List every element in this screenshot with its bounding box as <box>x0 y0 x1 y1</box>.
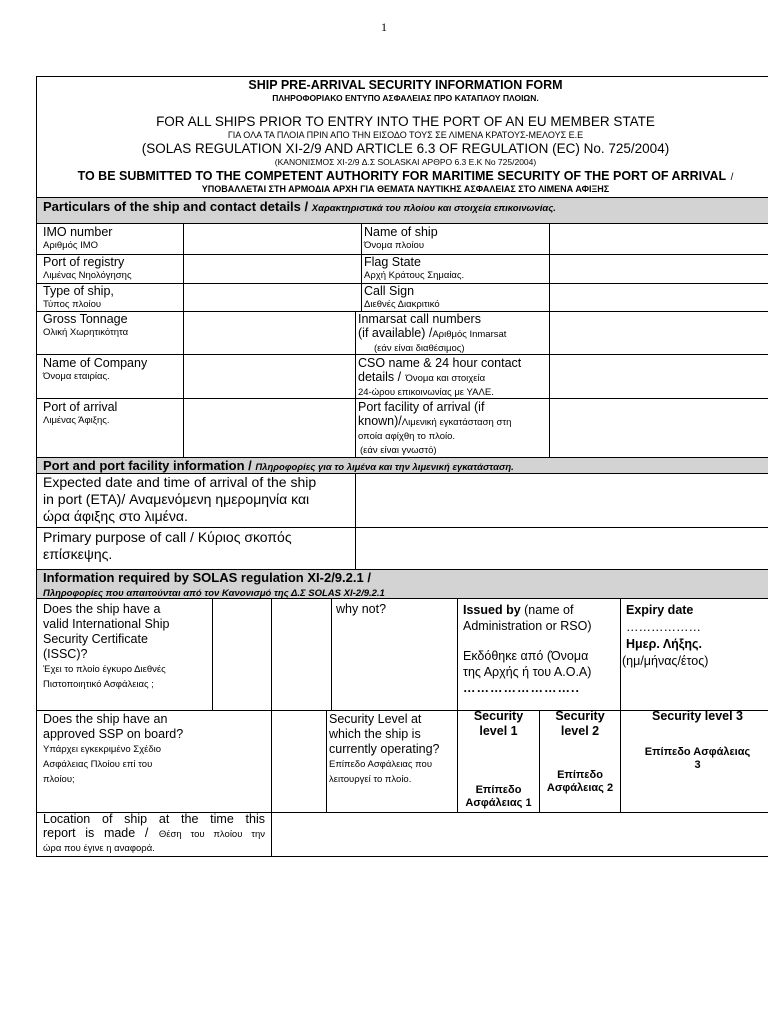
scope-statement-greek: ΓΙΑ ΟΛΑ ΤΑ ΠΛΟΙΑ ΠΡΙΝ ΑΠΟ ΤΗΝ ΕΙΣΟΔΟ ΤΟΥΣ ΣΕ ΛΙΜΕΝΑ ΚΡΑΤΟΥΣ-ΜΕΛΟΥΣ Ε.Ε <box>227 130 584 140</box>
call-sign-field[interactable] <box>550 284 768 311</box>
port-of-arrival-field[interactable] <box>184 399 355 458</box>
submission-instruction <box>37 167 768 185</box>
security-level-2-option[interactable]: Security level 2 Επίπεδο Ασφάλειας 2 <box>546 709 614 794</box>
ssp-question: Does the ship have an approved SSP on board? Υπάρχει εγκεκριμένο Σχέδιο Ασφάλειας Πλοίου επί του πλοίου; <box>43 712 184 785</box>
company-name-label: Name of Company Όνομα εταιρίας. <box>43 356 148 382</box>
expiry-date-label: Expiry date ……………… Ημερ. Λήξης. (ημ/μήνας/έτος) <box>622 603 709 668</box>
purpose-of-call-field[interactable] <box>356 528 768 569</box>
section-particulars-gr: Χαρακτηριστικά του πλοίου και στοιχεία επικοινωνίας. <box>311 203 556 214</box>
port-facility-field[interactable] <box>550 399 768 458</box>
section-solas-en: Information required by SOLAS regulation XI-2/9.2.1 / <box>43 570 371 585</box>
ship-location-label: Location of ship at the time this report is made / Θέση του πλοίου την ώρα που έγινε η αναφορά. <box>43 812 265 854</box>
why-not-label: why not? <box>336 602 387 616</box>
imo-number-field[interactable] <box>184 225 361 254</box>
ship-type-label: Type of ship, Τύπος πλοίου <box>43 284 114 310</box>
eta-field[interactable] <box>356 474 768 527</box>
ship-type-field[interactable] <box>184 284 361 311</box>
inmarsat-field[interactable] <box>550 312 768 354</box>
ssp-no-box[interactable] <box>272 711 326 812</box>
issc-question: Does the ship have a valid International Ship Security Certificate (ISSC)? Έχει το πλοίο έγκυρο Διεθνές Πιστοποιητικό Ασφάλειας ; <box>43 602 170 690</box>
call-sign-label: Call Sign Διεθνές Διακριτικό <box>364 284 440 310</box>
form-title-greek: ΠΛΗΡΟΦΟΡΙΑΚΟ ΕΝΤΥΠΟ ΑΣΦΑΛΕΙΑΣ ΠΡΟ ΚΑΤΑΠΛΟΥ ΠΛΟΙΩΝ. <box>272 93 539 103</box>
section-port-heading <box>37 457 768 474</box>
regulation-reference-greek: (ΚΑΝΟΝΙΣΜΟΣ XI-2/9 Δ.Σ SOLASKAI ΑΡΘΡΟ 6.3 Ε.Κ No 725/2004) <box>274 157 537 167</box>
section-port-gr: Πληροφορίες για το λιμένα και την λιμενική εγκατάσταση. <box>255 462 514 473</box>
inmarsat-label: Inmarsat call numbers (if available) /Αριθμός Inmarsat (εάν είναι διαθέσιμος) <box>358 312 507 354</box>
port-of-arrival-label: Port of arrival Λιμένας Άφιξης. <box>43 400 118 426</box>
section-port-en: Port and port facility information / <box>43 458 252 473</box>
page-number: 1 <box>381 20 387 34</box>
ship-name-field[interactable] <box>550 225 768 254</box>
form-title: SHIP PRE-ARRIVAL SECURITY INFORMATION FORM <box>248 78 563 92</box>
ssp-yes-box[interactable] <box>213 711 271 812</box>
submission-instruction-text: TO BE SUBMITTED TO THE COMPETENT AUTHORITY FOR MARITIME SECURITY OF THE PORT OF ARRIVAL <box>77 169 727 183</box>
eta-label: Expected date and time of arrival of the ship in port (ETA)/ Αναμενόμενη ημερομηνία και ώρα άφιξης στο λιμένα. <box>43 474 317 524</box>
cso-contact-field[interactable] <box>550 355 768 398</box>
port-facility-label: Port facility of arrival (if known)/Λιμενική εγκατάσταση στη οποία αφίχθη το πλοίο. (εάν είναι γνωστό) <box>358 400 512 456</box>
imo-number-label: IMO number Αριθμός IMO <box>43 225 113 251</box>
issued-by-label: Issued by (name of Administration or RSO) Εκδόθηκε από (Όνομα της Αρχής ή του Α.Ο.Α) …………………….. <box>463 603 592 695</box>
section-particulars-heading <box>37 197 768 224</box>
section-solas-gr: Πληροφορίες που απαιτούνται από τον Κανονισμό της Δ.Σ SOLAS XI-2/9.2.1 <box>43 588 385 599</box>
regulation-reference: (SOLAS REGULATION XI-2/9 AND ARTICLE 6.3 OF REGULATION (EC) No. 725/2004) <box>141 141 670 156</box>
gross-tonnage-label: Gross Tonnage Ολική Χωρητικότητα <box>43 312 129 338</box>
section-solas-heading <box>37 569 768 599</box>
gross-tonnage-field[interactable] <box>184 312 355 354</box>
ship-location-field[interactable] <box>272 813 768 856</box>
port-of-registry-field[interactable] <box>184 255 361 283</box>
company-name-field[interactable] <box>184 355 355 398</box>
issc-no-box[interactable] <box>272 600 331 710</box>
security-level-3-option[interactable]: Security level 3 Επίπεδο Ασφάλειας 3 <box>644 709 751 771</box>
ship-name-label: Name of ship Όνομα πλοίου <box>364 225 438 251</box>
security-level-1-option[interactable]: Security level 1 Επίπεδο Ασφάλειας 1 <box>465 709 532 809</box>
submission-instruction-greek: ΥΠΟΒΑΛΛΕΤΑΙ ΣΤΗ ΑΡΜΟΔΙΑ ΑΡΧΗ ΓΙΑ ΘΕΜΑΤΑ ΝΑΥΤΙΚΗΣ ΑΣΦΑΛΕΙΑΣ ΣΤΟ ΛΙΜΕΝΑ ΑΦΙΞΗΣ <box>201 184 610 194</box>
section-particulars-en: Particulars of the ship and contact details / <box>43 199 309 214</box>
submission-slash: / <box>730 172 734 183</box>
issc-yes-box[interactable] <box>213 600 271 710</box>
cso-contact-label: CSO name & 24 hour contact details / Όνομα και στοιχεία 24-ώρου επικοινωνίας με ΥΑΛΕ. <box>358 356 522 398</box>
flag-state-field[interactable] <box>550 255 768 283</box>
scope-statement: FOR ALL SHIPS PRIOR TO ENTRY INTO THE PORT OF AN EU MEMBER STATE <box>156 114 655 129</box>
current-security-level-label: Security Level at which the ship is currently operating? Επίπεδο Ασφάλειας που λειτουργεί το πλοίο. <box>329 712 440 785</box>
port-of-registry-label: Port of registry Λιμένας Νηολόγησης <box>43 255 132 281</box>
flag-state-label: Flag State Αρχή Κράτους Σημαίας. <box>364 255 465 281</box>
purpose-of-call-label: Primary purpose of call / Κύριος σκοπός επίσκεψης. <box>43 529 292 562</box>
